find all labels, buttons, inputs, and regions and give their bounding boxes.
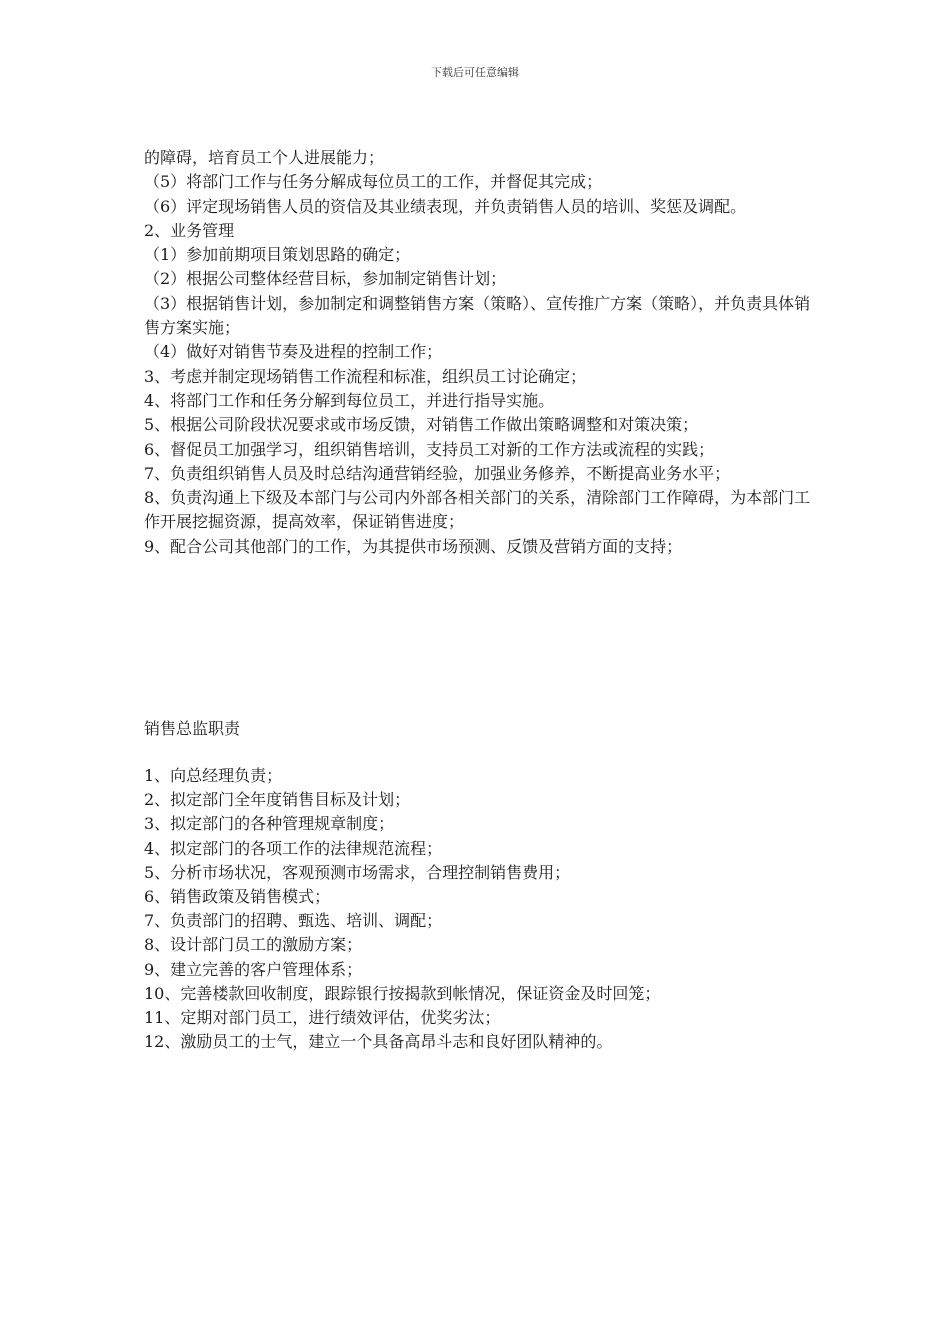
list-item: 10、完善楼款回收制度，跟踪银行按揭款到帐情况，保证资金及时回笼； [144, 983, 661, 1003]
paragraph-line: （6）评定现场销售人员的资信及其业绩表现，并负责销售人员的培训、奖惩及调配。 [144, 196, 747, 216]
paragraph-line: （1）参加前期项目策划思路的确定； [144, 245, 411, 265]
paragraph-line: （5）将部门工作与任务分解成每位员工的工作，并督促其完成； [144, 172, 603, 192]
paragraph-line: 9、配合公司其他部门的工作，为其提供市场预测、反馈及营销方面的支持； [144, 536, 683, 556]
paragraph-line: 8、负责沟通上下级及本部门与公司内外部各相关部门的关系，清除部门工作障碍，为本部门工作开展挖掘资源，提高效率，保证销售进度； [144, 488, 811, 532]
section-title: 销售总监职责 [144, 719, 241, 738]
paragraph-line: 3、考虑并制定现场销售工作流程和标准，组织员工讨论确定； [144, 366, 587, 386]
list-item: 3、拟定部门的各种管理规章制度； [144, 814, 395, 834]
list-item: 12、激励员工的士气，建立一个具备高昂斗志和良好团队精神的。 [144, 1032, 613, 1052]
paragraph-line: 4、将部门工作和任务分解到每位员工，并进行指导实施。 [144, 390, 555, 410]
list-item: 2、拟定部门全年度销售目标及计划； [144, 790, 411, 810]
paragraph-line: （3）根据销售计划，参加制定和调整销售方案（策略）、宣传推广方案（策略），并负责具体销售方案实施； [144, 293, 811, 338]
paragraph-line: 5、根据公司阶段状况要求或市场反馈，对销售工作做出策略调整和对策决策； [144, 415, 699, 435]
sales-director-duties-list [144, 764, 812, 1054]
list-item: 6、销售政策及销售模式； [144, 887, 331, 907]
list-item: 9、建立完善的客户管理体系； [144, 959, 363, 979]
paragraph-line: 6、督促员工加强学习，组织销售培训，支持员工对新的工作方法或流程的实践； [144, 439, 715, 459]
responsibilities-section-1 [144, 146, 812, 559]
list-item: 4、拟定部门的各项工作的法律规范流程； [144, 838, 443, 858]
paragraph-line: 7、负责组织销售人员及时总结沟通营销经验，加强业务修养，不断提高业务水平； [144, 463, 731, 483]
paragraph-line: 2、业务管理 [144, 220, 235, 240]
list-item: 5、分析市场状况，客观预测市场需求，合理控制销售费用； [144, 862, 571, 882]
list-item: 1、向总经理负责； [144, 766, 283, 785]
list-item: 7、负责部门的招聘、甄选、培训、调配； [144, 911, 443, 931]
list-item: 8、设计部门员工的激励方案； [144, 935, 363, 955]
paragraph-line: （2）根据公司整体经营目标，参加制定销售计划； [144, 269, 507, 289]
list-item: 11、定期对部门员工，进行绩效评估，优奖劣汰； [144, 1008, 501, 1028]
paragraph-line: （4）做好对销售节奏及进程的控制工作； [144, 342, 443, 362]
page-header: 下载后可任意编辑 [431, 66, 519, 79]
paragraph-line: 的障碍，培育员工个人进展能力； [144, 148, 385, 167]
